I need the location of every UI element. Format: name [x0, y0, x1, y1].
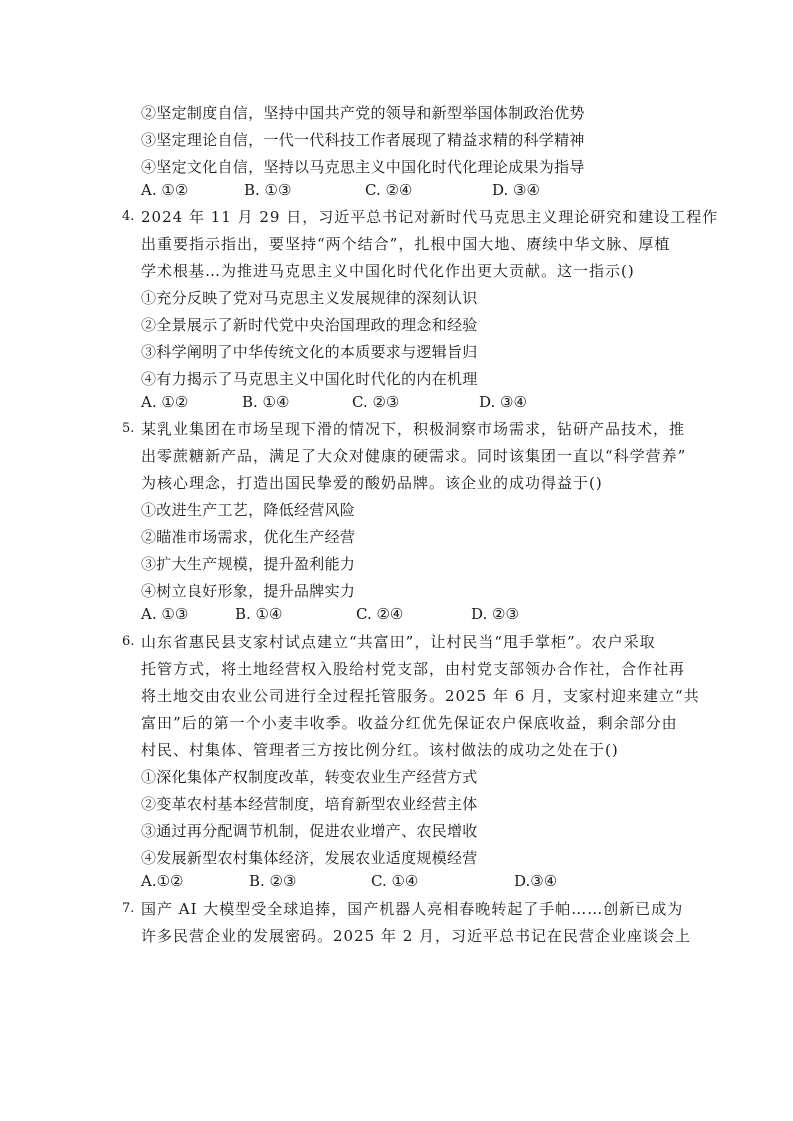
q4-choice-d: D. ③④ — [479, 393, 527, 411]
q4-option-4: ④有力揭示了马克思主义中国化时代化的内在机理 — [141, 370, 478, 388]
q5-stem-line: 为核心理念，打造出国民挚爱的酸奶品牌。该企业的成功得益于() — [141, 474, 603, 492]
q4-choice-c: C. ②③ — [352, 393, 400, 411]
q5-stem-line: 某乳业集团在市场呈现下滑的情况下，积极洞察市场需求，钻研产品技术，推 — [141, 420, 686, 438]
q5-option-1: ①改进生产工艺，降低经营风险 — [141, 501, 356, 519]
q6-choice-a: A.①② — [141, 872, 184, 890]
q3-choices — [141, 180, 661, 200]
q5-option-3: ③扩大生产规模，提升盈利能力 — [141, 555, 356, 573]
q6-option-4: ④发展新型农村集体经济，发展农业适度规模经营 — [141, 849, 478, 867]
q3-option-3: ③坚定理论自信，一代一代科技工作者展现了精益求精的科学精神 — [141, 131, 585, 149]
q4-option-3: ③科学阐明了中华传统文化的本质要求与逻辑旨归 — [141, 343, 478, 361]
q3-choice-b: B. ①③ — [244, 181, 292, 199]
q7-stem-line: 国产 AI 大模型受全球追捧，国产机器人亮相春晚转起了手帕……创新已成为 — [141, 900, 684, 918]
q6-stem-line: 托管方式，将土地经营权入股给村党支部，由村党支部领办合作社，合作社再 — [141, 660, 686, 678]
q3-choice-a: A. ①② — [141, 181, 189, 199]
q4-choices — [141, 392, 661, 412]
q3-option-4: ④坚定文化自信，坚持以马克思主义中国化时代化理论成果为指导 — [141, 158, 585, 176]
q6-stem-line: 富田”后的第一个小麦丰收季。收益分红优先保证农户保底收益，剩余部分由 — [141, 714, 678, 732]
q5-option-4: ④树立良好形象，提升品牌实力 — [141, 582, 356, 600]
q6-stem-line: 将土地交由农业公司进行全过程托管服务。2025 年 6 月，支家村迎来建立“共 — [141, 687, 700, 705]
q4-stem-line: 2024 年 11 月 29 日，习近平总书记对新时代马克思主义理论研究和建设工程作 — [141, 208, 719, 226]
q4-stem-line: 学术根基…为推进马克思主义中国化时代化作出更大贡献。这一指示() — [141, 262, 635, 280]
q5-choice-a: A. ①③ — [141, 605, 189, 623]
q3-choice-c: C. ②④ — [365, 181, 413, 199]
q5-choice-d: D. ②③ — [471, 605, 519, 623]
q4-choice-a: A. ①② — [141, 393, 189, 411]
q6-stem-line: 村民、村集体、管理者三方按比例分红。该村做法的成功之处在于() — [141, 741, 619, 759]
q4-choice-b: B. ①④ — [242, 393, 290, 411]
q6-choice-b: B. ②③ — [249, 872, 297, 890]
q5-choice-b: B. ①④ — [235, 605, 283, 623]
q6-stem-line: 山东省惠民县支家村试点建立“共富田”，让村民当“甩手掌柜”。农户采取 — [141, 633, 656, 651]
q6-number: 6. — [122, 634, 135, 649]
q3-option-2: ②坚定制度自信，坚持中国共产党的领导和新型举国体制政治优势 — [141, 104, 585, 122]
q7-number: 7. — [122, 901, 135, 916]
q5-option-2: ②瞄准市场需求，优化生产经营 — [141, 528, 356, 546]
q7-stem-line: 许多民营企业的发展密码。2025 年 2 月，习近平总书记在民营企业座谈会上 — [141, 927, 692, 945]
q4-stem-line: 出重要指示指出，要坚持“两个结合”，扎根中国大地、赓续中华文脉、厚植 — [141, 235, 671, 253]
q6-choices — [141, 871, 661, 891]
q5-number: 5. — [122, 421, 135, 436]
q6-choice-d: D.③④ — [514, 872, 558, 890]
q5-choice-c: C. ②④ — [356, 605, 404, 623]
q6-choice-c: C. ①④ — [371, 872, 419, 890]
q4-option-2: ②全景展示了新时代党中央治国理政的理念和经验 — [141, 316, 478, 334]
q4-number: 4. — [122, 209, 135, 224]
q5-choices — [141, 604, 661, 624]
q6-option-2: ②变革农村基本经营制度，培育新型农业经营主体 — [141, 795, 478, 813]
q5-stem-line: 出零蔗糖新产品，满足了大众对健康的硬需求。同时该集团一直以“科学营养” — [141, 447, 687, 465]
q6-option-3: ③通过再分配调节机制，促进农业增产、农民增收 — [141, 822, 478, 840]
q3-choice-d: D. ③④ — [492, 181, 540, 199]
q6-option-1: ①深化集体产权制度改革，转变农业生产经营方式 — [141, 768, 478, 786]
q4-option-1: ①充分反映了党对马克思主义发展规律的深刻认识 — [141, 289, 478, 307]
